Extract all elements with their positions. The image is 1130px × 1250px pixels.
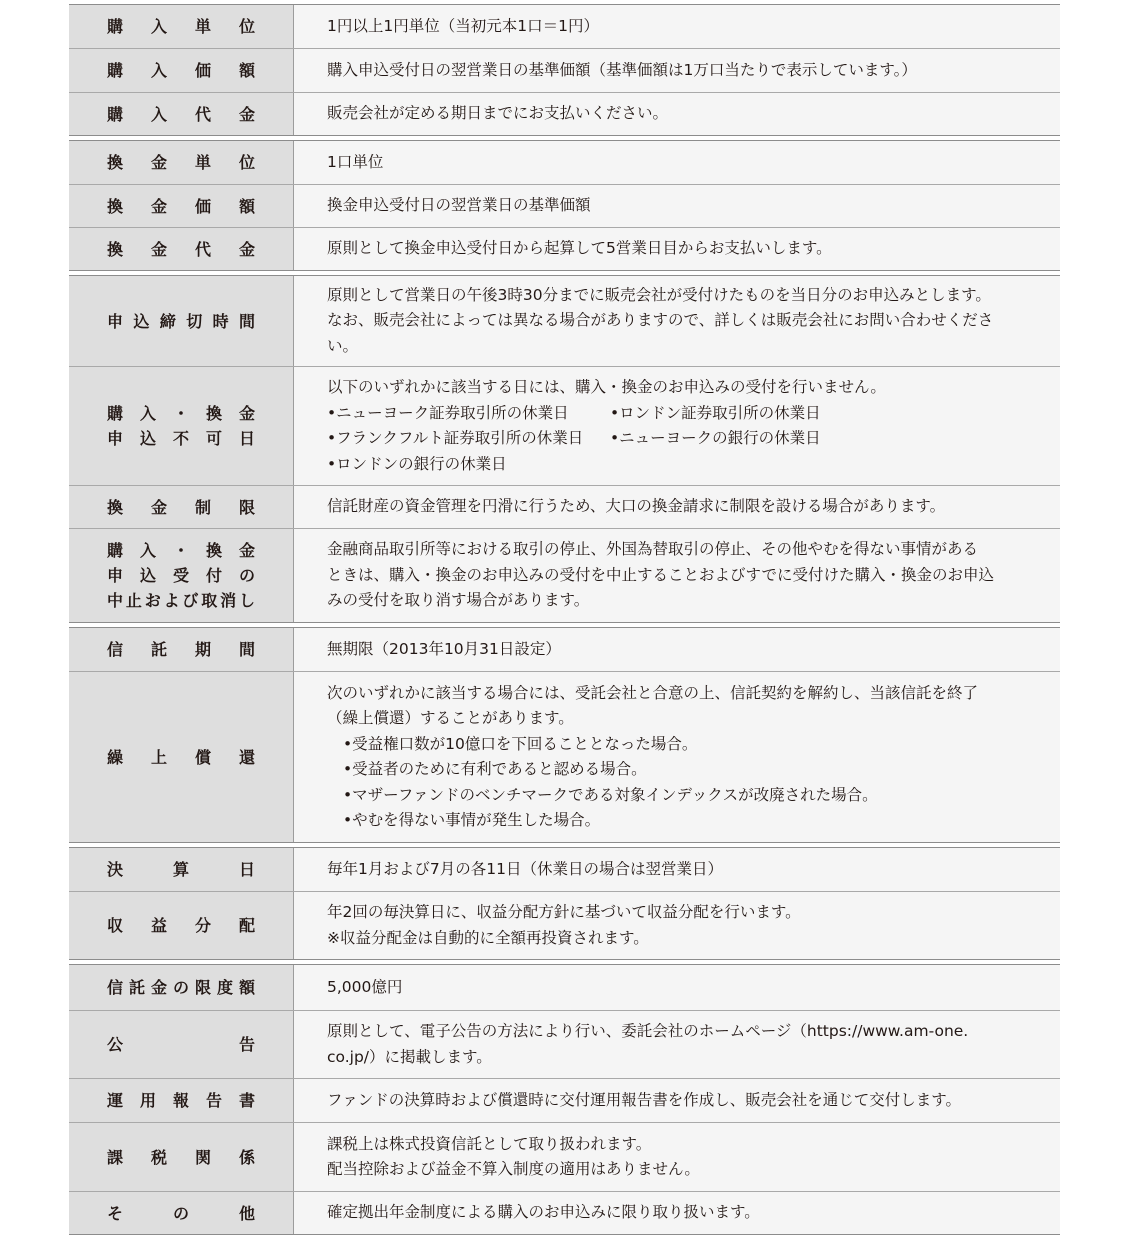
value-line: 1円以上1円単位（当初元本1口＝1円） [327, 16, 599, 35]
table-row [69, 965, 1060, 1010]
row-label-line: 収 益 分 配 [107, 916, 255, 935]
row-value [294, 1123, 1060, 1191]
row-label [69, 892, 294, 959]
row-label-line: 換 金 制 限 [107, 497, 255, 517]
bullet-item: •フランクフルト証券取引所の休業日 [327, 429, 584, 447]
value-line: 原則として、電子公告の方法により行い、委託会社のホームページ（https://www.am-one. [327, 1022, 969, 1040]
row-label [69, 228, 294, 270]
table-row [69, 5, 1060, 48]
row-value [294, 628, 1060, 671]
row-label-line: 購 入 代 金 [107, 104, 255, 124]
table-row [69, 227, 1060, 270]
row-label [69, 965, 294, 1010]
row-label [69, 628, 294, 671]
value-line: 以下のいずれかに該当する日には、購入・換金のお申込みの受付を行いません。 [327, 378, 886, 396]
value-line: なお、販売会社によっては異なる場合がありますので、詳しくは販売会社にお問い合わせくださ [327, 311, 994, 330]
value-line: い。 [327, 336, 359, 355]
bullet-item: •受益権口数が10億口を下回ることとなった場合。 [343, 734, 698, 753]
bullet-item: •ロンドンの銀行の休業日 [327, 454, 507, 473]
section-group [69, 964, 1060, 1235]
row-value [294, 141, 1060, 184]
row-label [69, 486, 294, 528]
table-row [69, 1078, 1060, 1122]
table-row [69, 92, 1060, 135]
row-value [294, 1079, 1060, 1122]
section-group [69, 140, 1060, 271]
value-line: ※収益分配金は自動的に全額再投資されます。 [327, 928, 649, 947]
table-row [69, 184, 1060, 227]
row-label [69, 141, 294, 184]
row-label [69, 529, 294, 622]
row-value [294, 49, 1060, 92]
row-label-line: 換 金 単 位 [107, 153, 255, 172]
row-label-line: 購入・換金 [107, 541, 255, 560]
row-label-line: 購 入 単 位 [107, 17, 255, 36]
value-bullet-pair [327, 426, 1036, 452]
row-label-line: 信 託 期 間 [107, 640, 255, 659]
row-label [69, 1123, 294, 1191]
row-label-line: 換 金 代 金 [107, 239, 255, 259]
row-label-line: 運用報告書 [107, 1091, 255, 1110]
table-row [69, 848, 1060, 891]
table-row [69, 1010, 1060, 1078]
row-label-line: 信託金の限度額 [107, 978, 255, 997]
row-label [69, 49, 294, 92]
row-value [294, 367, 1060, 485]
value-line: 5,000億円 [327, 977, 403, 996]
value-line: 原則として営業日の午後3時30分までに販売会社が受付けたものを当日分のお申込みとします。 [327, 285, 991, 304]
value-line: 配当控除および益金不算入制度の適用はありません。 [327, 1160, 700, 1178]
row-label-line: 繰 上 償 還 [107, 747, 255, 767]
row-value [294, 529, 1060, 622]
row-label [69, 185, 294, 227]
table-row [69, 141, 1060, 184]
row-value [294, 1192, 1060, 1234]
row-label [69, 848, 294, 891]
value-line: 原則として換金申込受付日から起算して5営業日目からお支払いします。 [327, 239, 832, 258]
fund-terms-table [69, 4, 1060, 1235]
table-row [69, 276, 1060, 366]
table-row [69, 628, 1060, 671]
row-value [294, 228, 1060, 270]
row-label [69, 1192, 294, 1234]
row-label [69, 276, 294, 366]
bullet-item: •ニューヨークの銀行の休業日 [610, 429, 821, 447]
row-label [69, 367, 294, 485]
bullet-item: •ニューヨーク証券取引所の休業日 [327, 403, 569, 422]
row-label-line: 公 告 [107, 1035, 255, 1054]
bullet-item: •マザーファンドのベンチマークである対象インデックスが改廃された場合。 [343, 785, 878, 804]
section-group [69, 847, 1060, 960]
value-line: 毎年1月および7月の各11日（休業日の場合は翌営業日） [327, 859, 723, 878]
row-label-line: 課 税 関 係 [107, 1147, 255, 1167]
value-line: みの受付を取り消す場合があります。 [327, 591, 590, 610]
row-value [294, 486, 1060, 528]
value-line: 確定拠出年金制度による購入のお申込みに限り取り扱います。 [327, 1203, 760, 1222]
row-value [294, 848, 1060, 891]
value-line: ときは、購入・換金のお申込みの受付を中止することおよびすでに受付けた購入・換金のお申込 [327, 565, 994, 584]
value-line: （繰上償還）することがあります。 [327, 709, 574, 727]
row-value [294, 93, 1060, 135]
value-line: 年2回の毎決算日に、収益分配方針に基づいて収益分配を行います。 [327, 903, 801, 921]
row-label-line: そ の 他 [107, 1203, 255, 1223]
bullet-item: •受益者のために有利であると認める場合。 [343, 760, 647, 778]
table-row [69, 671, 1060, 842]
value-line: 金融商品取引所等における取引の停止、外国為替取引の停止、その他やむを得ない事情がある [327, 540, 979, 559]
row-value [294, 5, 1060, 48]
row-value [294, 185, 1060, 227]
section-group [69, 275, 1060, 623]
table-row [69, 485, 1060, 528]
value-line: 課税上は株式投資信託として取り扱われます。 [327, 1134, 652, 1153]
row-value [294, 1011, 1060, 1078]
row-label-line: 申込不可日 [107, 429, 255, 448]
section-group [69, 627, 1060, 843]
value-line: 信託財産の資金管理を円滑に行うため、大口の換金請求に制限を設ける場合があります。 [327, 497, 946, 516]
row-label [69, 1079, 294, 1122]
value-line: 換金申込受付日の翌営業日の基準価額 [327, 196, 591, 215]
row-label-line: 購 入 価 額 [107, 61, 255, 80]
bullet-item: •やむを得ない事情が発生した場合。 [343, 811, 601, 829]
value-line: 1口単位 [327, 152, 384, 171]
value-line: ファンドの決算時および償還時に交付運用報告書を作成し、販売会社を通じて交付します。 [327, 1090, 961, 1109]
row-label-line: 決 算 日 [107, 860, 255, 879]
table-row [69, 891, 1060, 959]
value-line: 次のいずれかに該当する場合には、受託会社と合意の上、信託契約を解約し、当該信託を終了 [327, 683, 979, 702]
value-line: 販売会社が定める期日までにお支払いください。 [327, 104, 669, 123]
row-value [294, 276, 1060, 366]
section-group [69, 4, 1060, 136]
value-bullet-pair [327, 401, 1036, 427]
value-line: 無期限（2013年10月31日設定） [327, 639, 561, 658]
row-label-line: 申込受付の [107, 566, 255, 585]
row-value [294, 672, 1060, 842]
row-label-line: 申込締切時間 [107, 311, 255, 331]
table-row [69, 1122, 1060, 1191]
table-row [69, 1191, 1060, 1234]
bullet-item: •ロンドン証券取引所の休業日 [610, 403, 821, 422]
row-value [294, 892, 1060, 959]
table-row [69, 366, 1060, 485]
row-label-line: 換 金 価 額 [107, 196, 255, 216]
row-value [294, 965, 1060, 1010]
table-row [69, 48, 1060, 92]
table-row [69, 528, 1060, 622]
value-line: co.jp/）に掲載します。 [327, 1047, 492, 1066]
row-label [69, 672, 294, 842]
row-label [69, 1011, 294, 1078]
row-label-line: 中止および取消し [107, 591, 255, 610]
row-label [69, 5, 294, 48]
row-label-line: 購入・換金 [107, 404, 255, 423]
value-line: 購入申込受付日の翌営業日の基準価額（基準価額は1万口当たりで表示しています。） [327, 60, 917, 79]
row-label [69, 93, 294, 135]
